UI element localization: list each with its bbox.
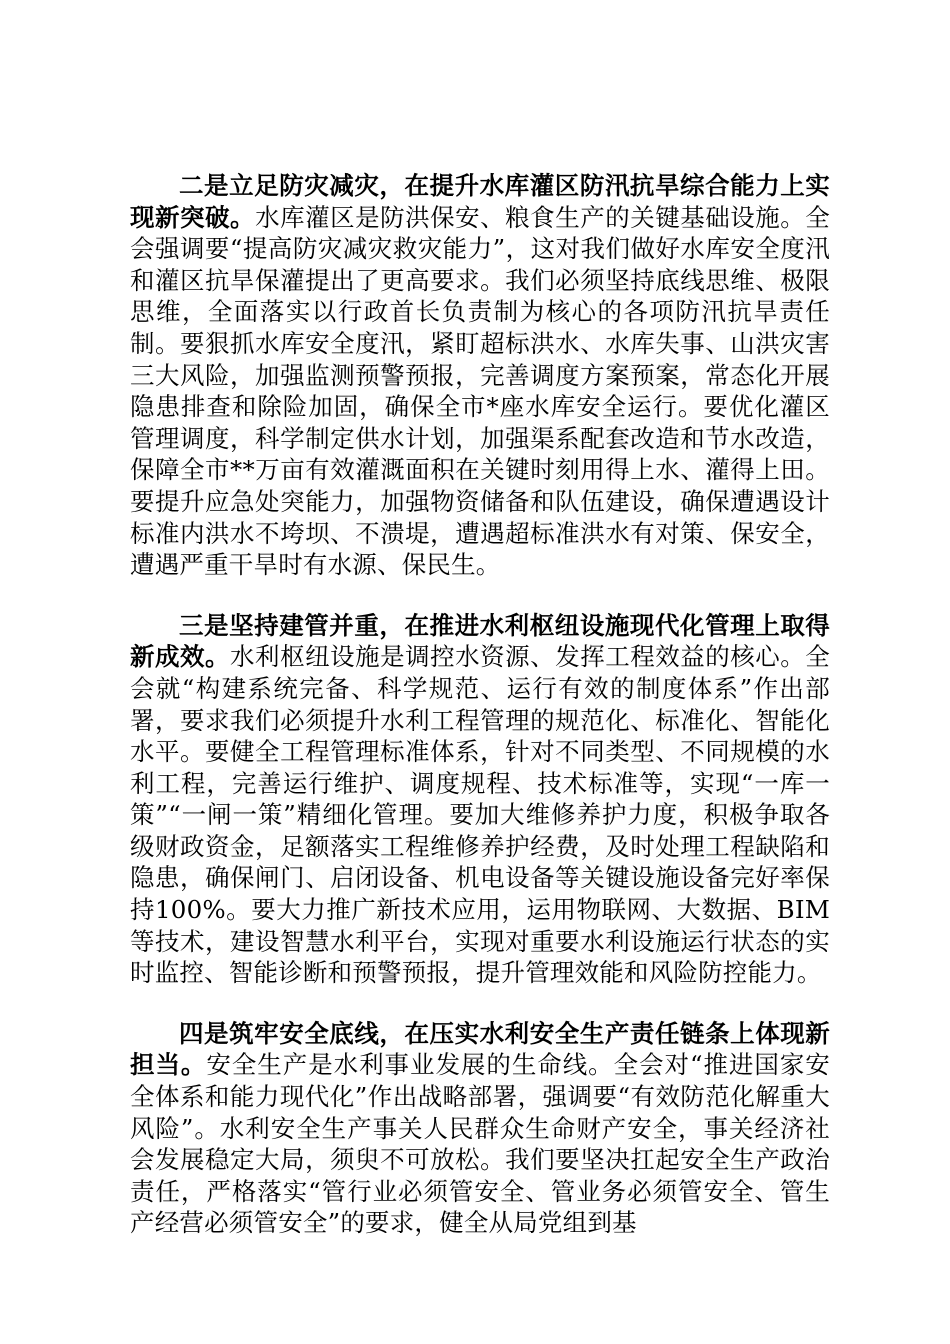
paragraph-3 xyxy=(130,610,830,989)
paragraph-body: 安全生产是水利事业发展的生命线。全会对“推进国家安全体系和能力现代化”作出战略部署，强调要“有效防范化解重大风险”。水利安全生产事关人民群众生命财产安全，事关经济社会发展稳定大局，须臾不可放松。我们要坚决扛起安全生产政治责任，严格落实“管行业必须管安全、管业务必须管安全、管生产经营必须管安全”的要求，健全从局党组到基 xyxy=(130,1050,830,1238)
paragraph-2 xyxy=(130,170,830,581)
paragraph-heading: 三是坚持建管并重，在推进水利枢纽设施现代化管理上取得新成效。 xyxy=(130,610,830,672)
document-page xyxy=(130,170,830,1268)
paragraph-heading: 二是立足防灾减灾，在提升水库灌区防汛抗旱综合能力上实现新突破。 xyxy=(130,171,830,232)
paragraph-4 xyxy=(130,1018,830,1239)
paragraph-heading: 四是筑牢安全底线，在压实水利安全生产责任链条上体现新担当。 xyxy=(130,1018,830,1080)
paragraph-body: 水库灌区是防洪保安、粮食生产的关键基础设施。全会强调要“提高防灾减灾救灾能力”，这对我们做好水库安全度汛和灌区抗旱保灌提出了更高要求。我们必须坚持底线思维、极限思维，全面落实以行政首长负责制为核心的各项防汛抗旱责任制。要狠抓水库安全度汛，紧盯超标洪水、水库失事、山洪灾害三大风险，加强监测预警预报，完善调度方案预案，常态化开展隐患排查和除险加固，确保全市*座水库安全运行。要优化灌区管理调度，科学制定供水计划，加强渠系配套改造和节水改造，保障全市**万亩有效灌溉面积在关键时刻用得上水、灌得上田。要提升应急处突能力，加强物资储备和队伍建设，确保遭遇设计标准内洪水不垮坝、不溃堤，遭遇超标准洪水有对策、保安全，遭遇严重干旱时有水源、保民生。 xyxy=(130,202,830,580)
paragraph-body: 水利枢纽设施是调控水资源、发挥工程效益的核心。全会就“构建系统完备、科学规范、运行有效的制度体系”作出部署，要求我们必须提升水利工程管理的规范化、标准化、智能化水平。要健全工程管理标准体系，针对不同类型、不同规模的水利工程，完善运行维护、调度规程、技术标准等，实现“一库一策”“一闸一策”精细化管理。要加大维修养护力度，积极争取各级财政资金，足额落实工程维修养护经费，及时处理工程缺陷和隐患，确保闸门、启闭设备、机电设备等关键设施设备完好率保持100%。要大力推广新技术应用，运用物联网、大数据、BIM等技术，建设智慧水利平台，实现对重要水利设施运行状态的实时监控、智能诊断和预警预报，提升管理效能和风险防控能力。 xyxy=(130,642,830,988)
